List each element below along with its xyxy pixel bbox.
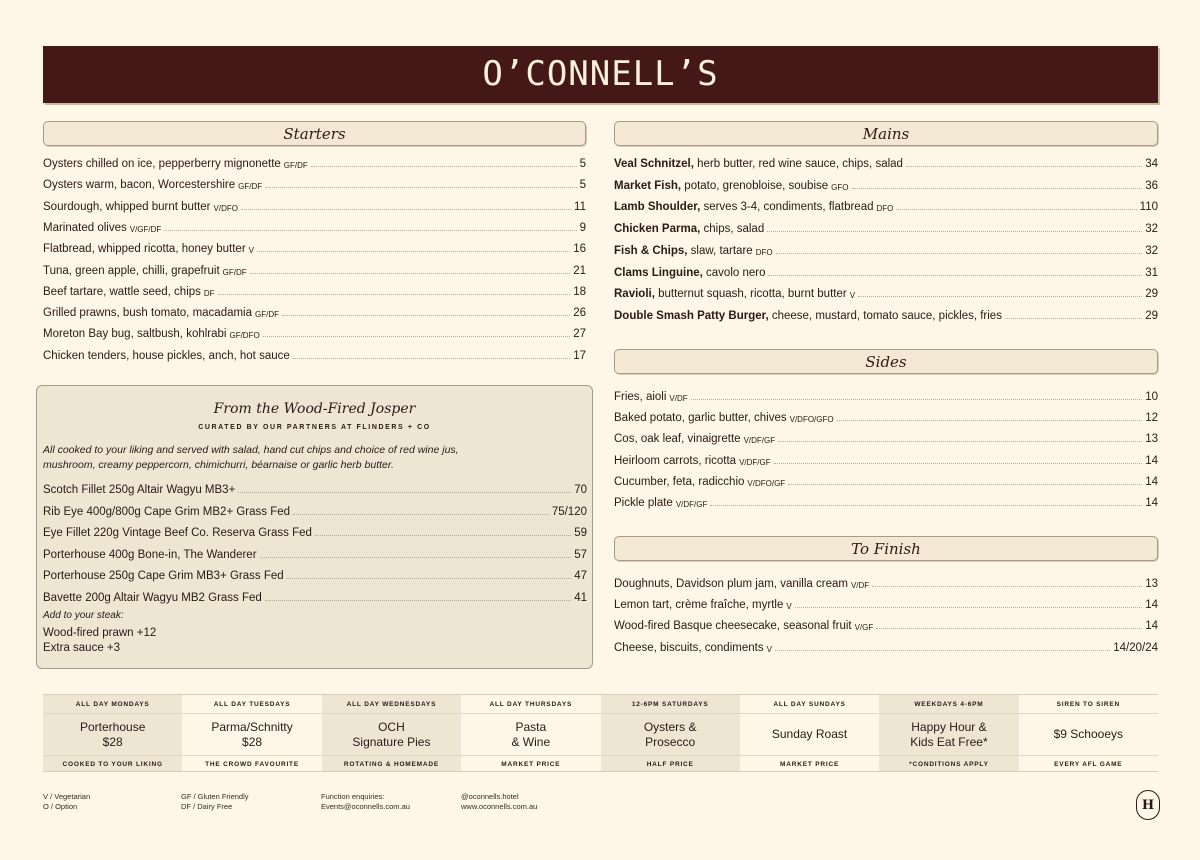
starter-item — [43, 195, 586, 213]
item-price: 14 — [1145, 475, 1158, 488]
item-description: cavolo nero — [702, 266, 766, 279]
item-price: 70 — [574, 484, 587, 496]
leader-dots — [778, 441, 1142, 442]
special-card — [43, 695, 182, 771]
special-day: SIREN TO SIREN — [1056, 701, 1121, 708]
dietary-tag: GF/DF — [222, 267, 247, 277]
finish-title: To Finish — [851, 539, 921, 558]
special-day: ALL DAY THURSDAYS — [489, 701, 573, 708]
special-day: ALL DAY MONDAYS — [75, 701, 150, 708]
josper-description: All cooked to your liking and served with salad, hand cut chips and choice of red wine jus, mushroom, creamy peppercorn, chimichurri, béarnaise or garlic herb butter. — [43, 444, 459, 471]
dietary-tag: V/DF — [669, 394, 688, 403]
main-item — [614, 261, 1158, 279]
item-name: Eye Fillet 220g Vintage Beef Co. Reserva Grass Fed — [43, 527, 312, 539]
item-price: 14 — [1145, 454, 1158, 467]
item-name — [614, 223, 764, 235]
item-description: chips, salad — [700, 223, 765, 236]
item-name: Lemon tart, crème fraîche, myrtle — [614, 599, 784, 612]
main-item — [614, 195, 1158, 213]
dessert-item — [614, 614, 1158, 632]
dietary-tag: V — [786, 602, 792, 612]
leader-dots — [858, 296, 1142, 297]
item-name: Bavette 200g Altair Wagyu MB2 Grass Fed — [43, 591, 262, 604]
dietary-tag: V/DF — [850, 581, 870, 590]
side-item — [614, 427, 1158, 445]
leader-dots — [315, 535, 571, 536]
item-price: 27 — [573, 328, 586, 341]
dietary-tag: V/DFO — [213, 203, 238, 213]
sides-title: Sides — [865, 352, 907, 371]
dietary-tag: V/DFO/GF — [747, 478, 786, 488]
leader-dots — [287, 578, 572, 579]
special-card — [601, 695, 740, 771]
item-name — [614, 201, 874, 213]
dietary-tag: DFO — [755, 247, 773, 257]
finish-heading — [614, 536, 1158, 561]
item-description: cheese, mustard, tomato sauce, pickles, fries — [768, 309, 1002, 322]
item-name: Baked potato, garlic butter, chives — [614, 412, 787, 425]
special-card — [322, 695, 461, 771]
item-name: Moreton Bay bug, saltbush, kohlrabi — [43, 328, 227, 341]
special-card — [879, 695, 1018, 771]
dietary-tag: V — [849, 291, 856, 301]
function-enquiries: Function enquiries: Events@oconnells.com.au — [321, 792, 410, 811]
item-price: 5 — [579, 158, 586, 170]
leader-dots — [164, 230, 576, 231]
special-note: THE CROWD FAVOURITE — [205, 761, 299, 768]
item-name: Grilled prawns, bush tomato, macadamia — [43, 307, 253, 320]
josper-list — [43, 478, 587, 608]
item-description: potato, grenobloise, soubise — [681, 179, 829, 192]
special-day: ALL DAY WEDNESDAYS — [346, 701, 437, 708]
sides-list — [614, 385, 1158, 515]
mains-heading — [614, 121, 1158, 146]
item-name: Porterhouse 400g Bone-in, The Wanderer — [43, 548, 257, 561]
item-name-bold: Veal Schnitzel, — [614, 158, 694, 170]
item-name: Tuna, green apple, chilli, grapefruit — [43, 264, 220, 277]
leader-dots — [260, 557, 572, 558]
item-price: 12 — [1145, 412, 1158, 425]
josper-title: From the Wood-Fired Josper — [213, 401, 416, 417]
title-banner — [43, 46, 1158, 103]
weekly-specials — [43, 694, 1158, 772]
dietary-tag: GF/DF — [255, 310, 280, 320]
restaurant-name: O’CONNELL’S — [482, 54, 719, 94]
item-name: Cheese, biscuits, condiments — [614, 641, 764, 654]
item-description: slaw, tartare — [687, 244, 753, 257]
addon-item: Extra sauce +3 — [43, 642, 121, 654]
steak-item — [43, 543, 587, 561]
addon-label: Add to your steak: — [43, 610, 124, 621]
leader-dots — [776, 253, 1143, 254]
dietary-tag: GFO — [831, 182, 849, 192]
item-name: Porterhouse 250g Cape Grim MB3+ Grass Fed — [43, 570, 284, 582]
main-item — [614, 304, 1158, 322]
leader-dots — [795, 607, 1142, 608]
main-item — [614, 282, 1158, 300]
item-price: 16 — [573, 243, 586, 256]
leader-dots — [852, 188, 1143, 189]
divider — [43, 755, 182, 756]
special-deal: Happy Hour & Kids Eat Free* — [910, 719, 988, 749]
leader-dots — [906, 166, 1142, 167]
leader-dots — [238, 492, 571, 493]
mains-list — [614, 152, 1158, 324]
special-deal: $9 Schooeys — [1053, 727, 1123, 741]
leader-dots — [265, 600, 571, 601]
leader-dots — [837, 420, 1143, 421]
item-price: 36 — [1145, 179, 1158, 192]
dietary-tag: V — [248, 246, 254, 256]
dietary-tag: GF/DF — [238, 182, 263, 192]
leader-dots — [265, 187, 576, 188]
special-note: *CONDITIONS APPLY — [909, 761, 989, 768]
item-name — [614, 180, 828, 192]
starter-item — [43, 344, 586, 362]
item-price: 14/20/24 — [1113, 641, 1158, 654]
item-price: 9 — [579, 221, 586, 234]
side-item — [614, 385, 1158, 403]
side-item — [614, 491, 1158, 509]
dietary-tag: DF — [203, 288, 215, 298]
josper-panel — [36, 385, 593, 669]
item-price: 13 — [1145, 433, 1158, 446]
starters-list — [43, 152, 586, 362]
special-note: MARKET PRICE — [501, 761, 561, 768]
special-note: ROTATING & HOMEMADE — [343, 761, 439, 768]
item-name-bold: Lamb Shoulder, — [614, 201, 701, 214]
legend-gluten-dairy: GF / Gluten Friendly DF / Dairy Free — [181, 792, 249, 811]
item-price: 5 — [579, 179, 586, 192]
leader-dots — [876, 628, 1142, 629]
item-price: 57 — [574, 548, 587, 561]
divider — [461, 755, 600, 756]
josper-subtitle: CURATED BY OUR PARTNERS AT FLINDERS + CO — [198, 424, 431, 431]
starters-heading — [43, 121, 586, 146]
special-day: 12-6PM SATURDAYS — [631, 701, 709, 708]
leader-dots — [1005, 318, 1142, 319]
starters-title: Starters — [283, 124, 346, 143]
item-name-bold: Double Smash Patty Burger, — [614, 309, 769, 322]
legend-vegetarian: V / Vegetarian O / Option — [43, 792, 91, 811]
finish-list — [614, 572, 1158, 658]
item-price: 11 — [574, 200, 586, 213]
main-item — [614, 217, 1158, 235]
special-deal: OCH Signature Pies — [352, 719, 431, 749]
leader-dots — [282, 315, 570, 316]
starter-item — [43, 259, 586, 277]
sides-heading — [614, 349, 1158, 374]
item-description: butternut squash, ricotta, burnt butter — [654, 288, 847, 301]
item-name: Doughnuts, Davidson plum jam, vanilla cream — [614, 578, 848, 590]
leader-dots — [774, 463, 1143, 464]
main-item — [614, 174, 1158, 192]
starter-item — [43, 280, 586, 298]
item-price: 59 — [574, 527, 587, 539]
item-name-bold: Ravioli, — [614, 288, 655, 301]
item-price: 17 — [573, 349, 586, 362]
leader-dots — [218, 294, 571, 295]
item-name: Rib Eye 400g/800g Cape Grim MB2+ Grass Fed — [43, 505, 291, 518]
special-deal: Pasta & Wine — [511, 719, 551, 749]
side-item — [614, 449, 1158, 467]
divider — [879, 755, 1018, 756]
item-price: 14 — [1145, 599, 1158, 612]
item-name: Oysters chilled on ice, pepperberry mignonette — [43, 158, 281, 170]
item-price: 29 — [1145, 288, 1158, 301]
special-deal: Porterhouse $28 — [80, 719, 146, 749]
item-price: 14 — [1145, 497, 1158, 509]
item-price: 10 — [1145, 391, 1158, 403]
leader-dots — [767, 231, 1142, 232]
starter-item — [43, 152, 586, 170]
starter-item — [43, 216, 586, 234]
leader-dots — [788, 484, 1142, 485]
leader-dots — [710, 505, 1142, 506]
leader-dots — [293, 514, 549, 515]
leader-dots — [896, 209, 1136, 210]
dessert-item — [614, 593, 1158, 611]
special-deal: Oysters & Prosecco — [643, 719, 697, 749]
special-card — [740, 695, 879, 771]
starter-item — [43, 237, 586, 255]
item-description: serves 3-4, condiments, flatbread — [700, 201, 874, 214]
item-price: 75/120 — [551, 505, 587, 518]
dessert-item — [614, 572, 1158, 590]
item-name: Flatbread, whipped ricotta, honey butter — [43, 243, 246, 256]
divider — [740, 755, 879, 756]
leader-dots — [293, 358, 570, 359]
starter-item — [43, 301, 586, 319]
item-name-bold: Market Fish, — [614, 179, 682, 192]
divider — [182, 755, 321, 756]
item-name: Oysters warm, bacon, Worcestershire — [43, 179, 236, 192]
steak-item — [43, 564, 587, 582]
steak-item — [43, 478, 587, 496]
leader-dots — [257, 251, 570, 252]
item-name-bold: Chicken Parma, — [614, 223, 701, 236]
item-price: 32 — [1145, 244, 1158, 257]
item-price: 21 — [573, 264, 586, 277]
divider — [601, 755, 740, 756]
item-price: 31 — [1145, 266, 1158, 279]
dietary-tag: V/DF/GF — [675, 500, 708, 509]
special-note: MARKET PRICE — [780, 761, 840, 768]
och-monogram-icon: H — [1136, 790, 1160, 820]
starter-item — [43, 173, 586, 191]
item-price: 34 — [1145, 158, 1158, 170]
item-name-bold: Fish & Chips, — [614, 244, 688, 257]
item-name: Chicken tenders, house pickles, anch, hot sauce — [43, 349, 290, 362]
mains-title: Mains — [862, 124, 910, 143]
dessert-item — [614, 636, 1158, 654]
special-day: WEEKDAYS 4-6PM — [914, 701, 984, 708]
item-name — [614, 288, 847, 300]
leader-dots — [263, 336, 571, 337]
item-price: 110 — [1139, 201, 1158, 214]
dietary-tag: V — [766, 644, 772, 654]
item-price: 18 — [573, 285, 586, 298]
leader-dots — [691, 399, 1143, 400]
steak-item — [43, 586, 587, 604]
item-name — [614, 267, 765, 279]
item-price: 13 — [1145, 578, 1158, 590]
item-name: Heirloom carrots, ricotta — [614, 454, 737, 467]
dietary-tag: GF/DFO — [229, 331, 260, 341]
special-card — [461, 695, 600, 771]
item-name: Wood-fired Basque cheesecake, seasonal fruit — [614, 620, 852, 633]
item-name: Cos, oak leaf, vinaigrette — [614, 433, 741, 446]
special-day: ALL DAY TUESDAYS — [213, 701, 291, 708]
item-name: Pickle plate — [614, 497, 673, 509]
item-name: Marinated olives — [43, 221, 127, 234]
leader-dots — [775, 650, 1110, 651]
item-name — [614, 245, 753, 257]
leader-dots — [250, 273, 571, 274]
item-name: Sourdough, whipped burnt butter — [43, 200, 211, 213]
main-item — [614, 152, 1158, 170]
special-note: COOKED TO YOUR LIKING — [62, 761, 163, 768]
special-deal: Parma/Schnitty $28 — [211, 719, 293, 749]
item-name — [614, 310, 1002, 322]
leader-dots — [241, 209, 571, 210]
special-note: EVERY AFL GAME — [1054, 761, 1123, 768]
item-price: 32 — [1145, 223, 1158, 236]
starter-item — [43, 322, 586, 340]
item-name: Scotch Fillet 250g Altair Wagyu MB3+ — [43, 484, 236, 496]
dietary-tag: V/DFO/GFO — [789, 415, 834, 425]
addon-item: Wood-fired prawn +12 — [43, 627, 157, 639]
dietary-tag: DFO — [876, 204, 894, 214]
leader-dots — [872, 586, 1142, 587]
special-day: ALL DAY SUNDAYS — [773, 701, 846, 708]
item-name: Beef tartare, wattle seed, chips — [43, 285, 201, 298]
item-price: 26 — [573, 307, 586, 320]
dietary-tag: V/DF/GF — [739, 457, 771, 467]
item-description: herb butter, red wine sauce, chips, salad — [693, 158, 903, 170]
main-item — [614, 239, 1158, 257]
leader-dots — [311, 166, 577, 167]
item-price: 47 — [574, 570, 587, 582]
special-card — [1019, 695, 1158, 771]
item-price: 29 — [1145, 309, 1158, 322]
item-name — [614, 158, 903, 170]
item-price: 14 — [1145, 620, 1158, 633]
dietary-tag: V/GF — [854, 623, 874, 633]
special-note: HALF PRICE — [646, 761, 694, 768]
item-name: Fries, aioli — [614, 391, 667, 403]
item-name: Cucumber, feta, radicchio — [614, 475, 745, 488]
dietary-tag: GF/DF — [283, 161, 308, 170]
social-and-web: @oconnells.hotel www.oconnells.com.au — [461, 792, 538, 811]
side-item — [614, 470, 1158, 488]
divider — [1019, 755, 1158, 756]
steak-item — [43, 521, 587, 539]
special-card — [182, 695, 321, 771]
dietary-tag: V/DF/GF — [743, 436, 776, 446]
special-deal: Sunday Roast — [771, 727, 848, 741]
item-name-bold: Clams Linguine, — [614, 266, 703, 279]
leader-dots — [768, 275, 1142, 276]
divider — [322, 755, 461, 756]
item-price: 41 — [574, 591, 587, 604]
dietary-tag: V/GF/DF — [129, 224, 162, 234]
steak-item — [43, 500, 587, 518]
side-item — [614, 406, 1158, 424]
